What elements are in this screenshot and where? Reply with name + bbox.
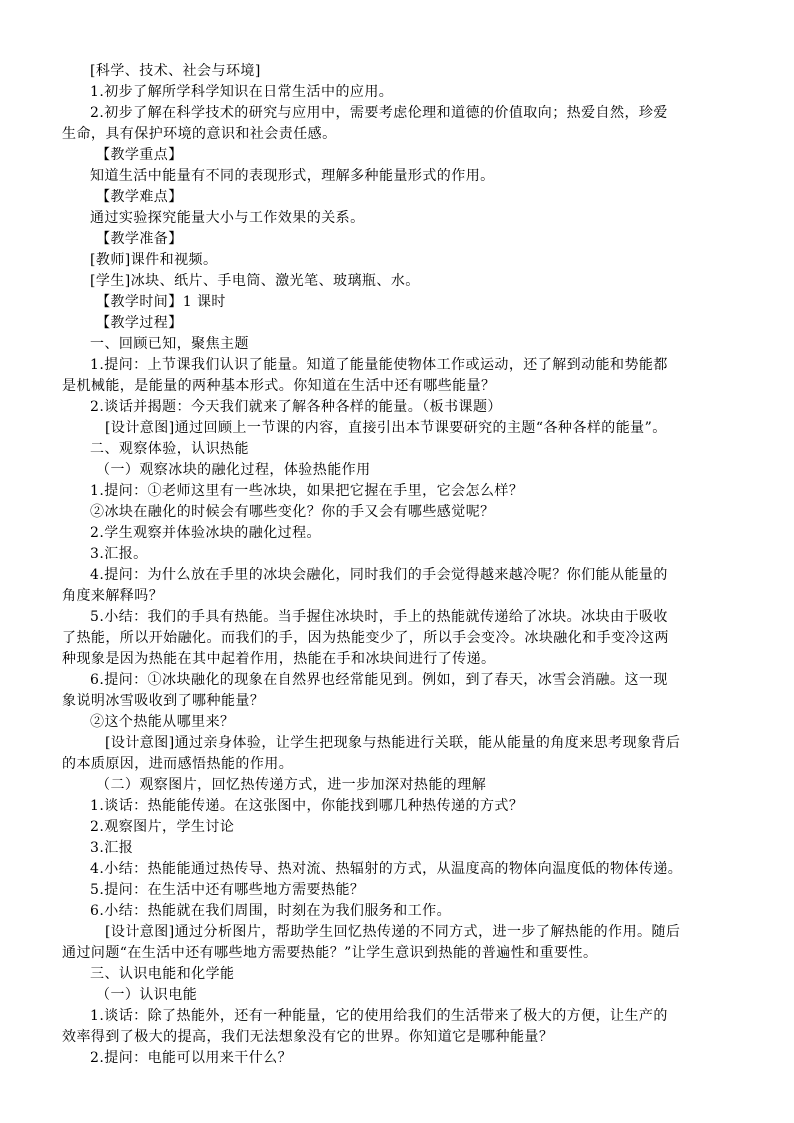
section-heading-3: 三、认识电能和化学能	[90, 966, 235, 982]
paragraph-line: ②冰块在融化的时候会有哪些变化？你的手又会有哪些感觉呢？	[90, 504, 495, 520]
section-heading-2: 二、观察体验，认识热能	[90, 441, 249, 457]
paragraph-line: [学生]冰块、纸片、手电筒、激光笔、玻璃瓶、水。	[90, 273, 420, 289]
paragraph-line: 象说明冰雪吸收到了哪种能量？	[62, 693, 265, 709]
paragraph-line: 是机械能，是能量的两种基本形式。你知道在生活中还有哪些能量？	[62, 378, 496, 394]
paragraph-line: 1.谈话：热能能传递。在这张图中，你能找到哪几种热传递的方式？	[90, 798, 524, 814]
heading-key-points: 【教学重点】	[96, 147, 183, 163]
subsection-heading: （一）认识电能	[96, 987, 198, 1003]
paragraph-line: 生命，具有保护环境的意识和社会责任感。	[62, 126, 337, 142]
section-heading-sts: [科学、技术、社会与环境]	[90, 63, 261, 79]
heading-time: 【教学时间】1 课时	[96, 294, 226, 310]
paragraph-line: 6.提问：①冰块融化的现象在自然界也经常能见到。例如，到了春天，冰雪会消融。这一现	[90, 672, 668, 688]
subsection-heading: （二）观察图片，回忆热传递方式，进一步加深对热能的理解	[96, 777, 487, 793]
paragraph-line: 2.谈话并揭题：今天我们就来了解各种各样的能量。（板书课题）	[90, 399, 502, 415]
paragraph-line: 2.观察图片，学生讨论	[90, 819, 235, 835]
design-intent-line: [设计意图]通过亲身体验，让学生把现象与热能进行关联，能从能量的角度来思考现象背后	[105, 735, 681, 751]
paragraph-line: 1.提问：上节课我们认识了能量。知道了能量能使物体工作或运动，还了解到动能和势能都	[90, 357, 668, 373]
subsection-heading: （一）观察冰块的融化过程，体验热能作用	[96, 462, 371, 478]
paragraph-line: 4.小结：热能能通过热传导、热对流、热辐射的方式，从温度高的物体向温度低的物体传递。	[90, 861, 683, 877]
paragraph-line: [教师]课件和视频。	[90, 252, 218, 268]
design-intent-line: [设计意图]通过回顾上一节课的内容，直接引出本节课要研究的主题“各种各样的能量”。	[105, 420, 667, 436]
paragraph-line: 种现象是因为热能在其中起着作用，热能在手和冰块间进行了传递。	[62, 651, 496, 667]
heading-preparation: 【教学准备】	[96, 231, 183, 247]
paragraph-line: 5.提问：在生活中还有哪些地方需要热能？	[90, 882, 365, 898]
design-intent-line: [设计意图]通过分析图片，帮助学生回忆热传递的不同方式，进一步了解热能的作用。随后	[105, 924, 681, 940]
paragraph-line: 角度来解释吗？	[62, 588, 164, 604]
paragraph-line: 1.谈话：除了热能外，还有一种能量，它的使用给我们的生活带来了极大的方便，让生产的	[90, 1008, 668, 1024]
section-heading-1: 一、回顾已知，聚焦主题	[90, 336, 249, 352]
paragraph-line: 2.初步了解在科学技术的研究与应用中，需要考虑伦理和道德的价值取向；热爱自然，珍爱	[90, 105, 668, 121]
paragraph-line: 了热能，所以开始融化。而我们的手，因为热能变少了，所以手会变冷。冰块融化和手变冷这两	[62, 630, 669, 646]
paragraph-line: 4.提问：为什么放在手里的冰块会融化，同时我们的手会觉得越来越冷呢？你们能从能量的	[90, 567, 668, 583]
heading-process: 【教学过程】	[96, 315, 183, 331]
paragraph-line: 2.学生观察并体验冰块的融化过程。	[90, 525, 322, 541]
paragraph-line: 效率得到了极大的提高，我们无法想象没有它的世界。你知道它是哪种能量？	[62, 1029, 554, 1045]
paragraph-line: 1.提问：①老师这里有一些冰块，如果把它握在手里，它会怎么样？	[90, 483, 524, 499]
paragraph-line: 知道生活中能量有不同的表现形式，理解多种能量形式的作用。	[90, 168, 495, 184]
paragraph-line: 1.初步了解所学科学知识在日常生活中的应用。	[90, 84, 394, 100]
paragraph-line: 2.提问：电能可以用来干什么？	[90, 1050, 293, 1066]
paragraph-line: 通过问题“在生活中还有哪些地方需要热能？”让学生意识到热能的普遍性和重要性。	[62, 945, 598, 961]
paragraph-line: 的本质原因，进而感悟热能的作用。	[62, 756, 294, 772]
paragraph-line: 6.小结：热能就在我们周围，时刻在为我们服务和工作。	[90, 903, 452, 919]
paragraph-line: 5.小结：我们的手具有热能。当手握住冰块时，手上的热能就传递给了冰块。冰块由于吸收	[90, 609, 668, 625]
paragraph-line: 3.汇报	[90, 840, 134, 856]
paragraph-line: 通过实验探究能量大小与工作效果的关系。	[90, 210, 365, 226]
heading-difficulties: 【教学难点】	[96, 189, 183, 205]
paragraph-line: 3.汇报。	[90, 546, 148, 562]
paragraph-line: ②这个热能从哪里来？	[90, 714, 235, 730]
